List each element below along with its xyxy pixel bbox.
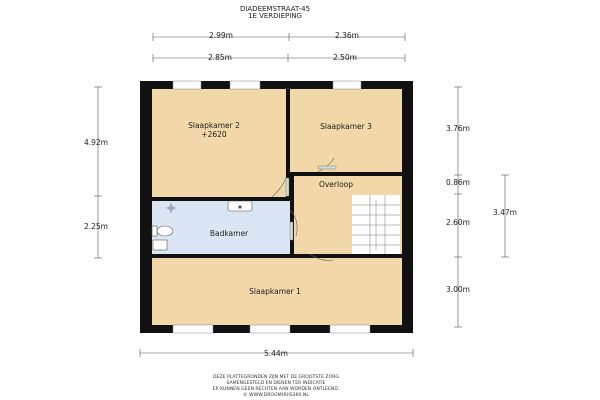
floor-plan-body — [140, 81, 413, 333]
top-dimension-row-1 — [153, 33, 405, 41]
windows-bottom — [173, 325, 370, 333]
dim-right-1: 3.76m — [445, 124, 471, 133]
plan-address: DIADEEMSTRAAT-45 — [239, 5, 311, 13]
dim-top-2-right: 2.50m — [332, 53, 358, 62]
room-height-slaapkamer2: +2620 — [201, 130, 227, 139]
disclaimer-line-2: SAMENGESTELD EN DIENEN TER INDICATIE — [226, 381, 326, 386]
dim-bottom: 5.44m — [263, 349, 289, 358]
disclaimer-line-3: ER KUNNEN GEEN RECHTEN AAN WORDEN ONTLEEND. — [212, 387, 340, 392]
room-label-badkamer: Badkamer — [209, 229, 249, 238]
left-dimension-line — [94, 87, 102, 258]
dim-top-1-right: 2.36m — [334, 31, 360, 40]
room-label-slaapkamer1: Slaapkamer 1 — [249, 287, 301, 296]
dim-right-outer: 3.47m — [492, 208, 518, 217]
badkamer-area — [152, 201, 290, 254]
disclaimer-line-1: DEZE PLATTEGRONDEN ZIJN MET DE GROOTSTE ZORG — [213, 375, 339, 380]
staircase — [352, 195, 400, 254]
dim-left-upper: 4.92m — [83, 138, 109, 147]
dim-top-2-left: 2.85m — [207, 53, 233, 62]
dim-right-4: 3.00m — [445, 285, 471, 294]
dim-right-2: 0.86m — [445, 178, 471, 187]
plan-floor-label: 1E VERDIEPING — [247, 12, 303, 20]
dim-right-3: 2.60m — [445, 218, 471, 227]
dim-left-lower: 2.25m — [83, 222, 109, 231]
top-dimension-row-2 — [153, 54, 405, 62]
room-label-overloop: Overloop — [318, 180, 354, 189]
room-label-slaapkamer3: Slaapkamer 3 — [320, 122, 372, 131]
disclaimer-line-4: © WWW.DROOMHUIS360.NL — [243, 393, 309, 398]
dim-top-1-left: 2.99m — [208, 31, 234, 40]
slaapkamer2-area — [152, 89, 286, 197]
room-label-slaapkamer2: Slaapkamer 2 — [188, 121, 240, 130]
